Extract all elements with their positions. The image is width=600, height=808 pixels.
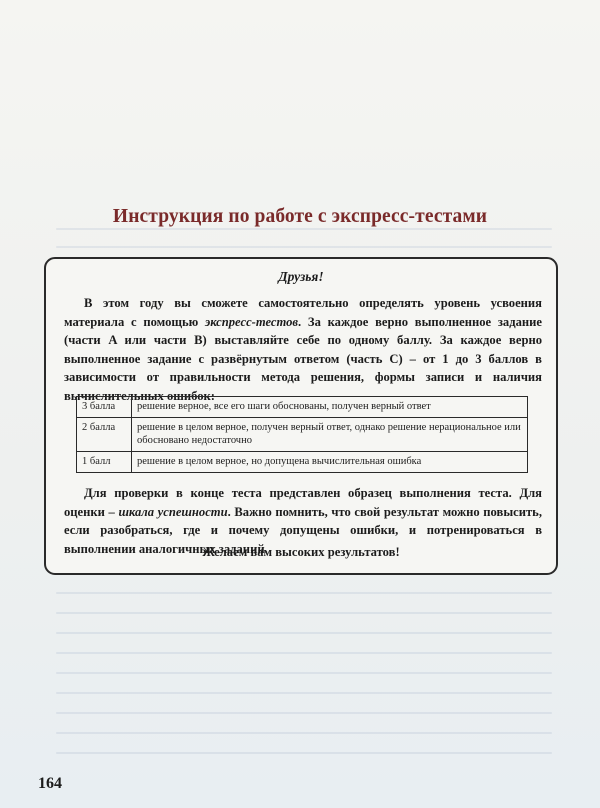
intro-text-end: . За каждое верно выполненное задание (части A или части B) выставляйте себе по одному баллу. За каждое верно выполненное задание с развёрнутым ответом (часть C) – от 1 до 3 баллов в зависимости от правильности метода решения, формы записи и наличия вычислительных ошибок: xyxy=(64,314,542,403)
check-text-end: . Важно помнить, что свой результат можно повысить, если разобраться, где и почему допущены ошибки, и потренироваться в выполнении аналогичных заданий. xyxy=(64,504,542,556)
bleed-through-line xyxy=(56,652,552,654)
bleed-through-line xyxy=(56,692,552,694)
bleed-through-line xyxy=(56,712,552,714)
check-emphasis: шкала успешности xyxy=(118,504,228,519)
instruction-box xyxy=(44,257,558,575)
page-number: 164 xyxy=(38,775,62,792)
intro-emphasis: экспресс-тестов xyxy=(205,314,299,329)
intro-text-start: В этом году вы сможете самостоятельно определять уровень усвоения материала с помощью xyxy=(64,296,542,329)
bleed-through-line xyxy=(56,732,552,734)
bleed-through-line xyxy=(56,672,552,674)
score-cell: 3 балла xyxy=(77,397,132,418)
page-title: Инструкция по работе с экспресс-тестами xyxy=(112,206,488,227)
description-cell: решение в целом верное, получен верный ответ, однако решение нерациональное или обосновано недостаточно xyxy=(132,418,528,452)
description-cell: решение верное, все его шаги обоснованы, получен верный ответ xyxy=(132,397,528,418)
bleed-through-line xyxy=(56,246,552,248)
greeting: Друзья! xyxy=(278,269,324,284)
intro-paragraph xyxy=(64,294,542,406)
table-row xyxy=(77,452,528,473)
description-cell: решение в целом верное, но допущена вычислительная ошибка xyxy=(132,452,528,473)
table-row xyxy=(77,418,528,452)
bleed-through-line xyxy=(56,752,552,754)
score-cell: 1 балл xyxy=(77,452,132,473)
bleed-through-line xyxy=(56,592,552,594)
bleed-through-line xyxy=(56,632,552,634)
check-text-start: Для проверки в конце теста представлен образец выполнения теста. Для оценки – xyxy=(64,486,542,519)
bleed-through-line xyxy=(56,612,552,614)
score-cell: 2 балла xyxy=(77,418,132,452)
closing-wish: Желаем вам высоких результатов! xyxy=(202,545,400,559)
bleed-through-line xyxy=(56,228,552,230)
grading-table xyxy=(76,396,528,473)
table-row xyxy=(77,397,528,418)
